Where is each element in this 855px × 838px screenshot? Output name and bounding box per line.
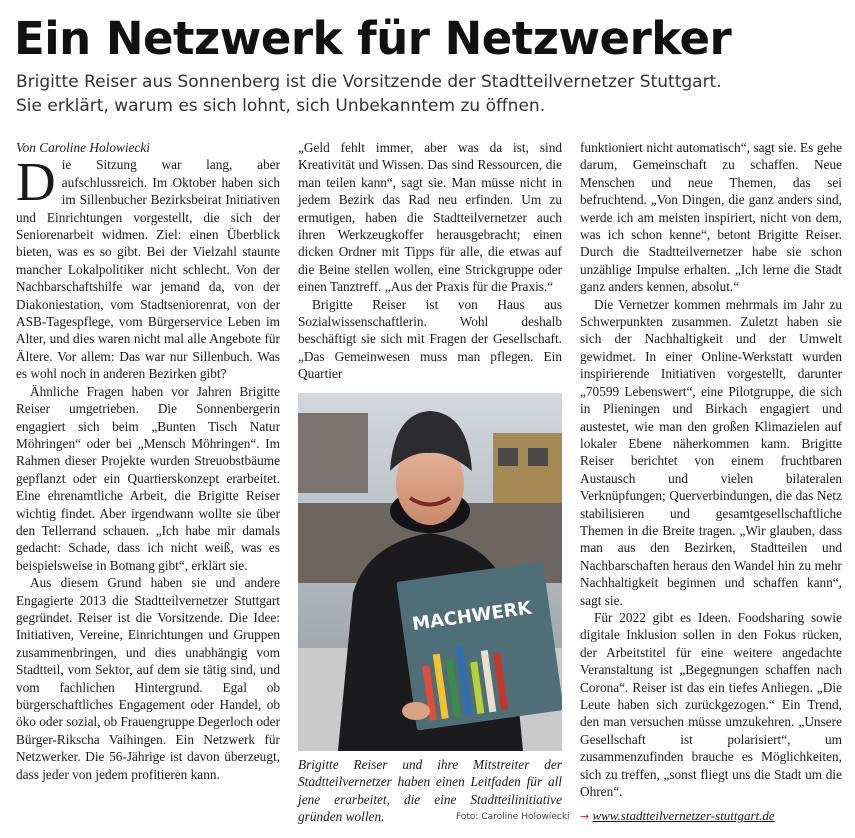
column-3 [580, 139, 842, 800]
paragraph-1-text: ie Sitzung war lang, aber aufschlussreich. Im Oktober haben sich im Sillenbucher Bezirksbeirat Initiativen und Einrichtungen vorgestellt, die sich der Seniorenarbeit widmen. Ziel: einen Überblick bieten, was es so gibt. Bei der Vielzahl staunte mancher Lokalpolitiker nicht schlecht. Von der Nachbarschaftshilfe war jemand da, von der Diakoniestation, vom Stadtseniorenrat, von der ASB-Tagespflege, vom Bürgerservice Leben im Alter, und dies waren nicht mal alle Angebote für Ältere. Vor allem: Das war nur Sillenbuch. Was es wohl noch in anderen Bezirken gibt? [16, 157, 280, 382]
paragraph-7: Die Vernetzer kommen mehrmals im Jahr zu Schwerpunkten zusammen. Zuletzt haben sie sich der Nachhaltigkeit und der Umwelt gewidmet. In einer Online-Werkstatt wurden inspirierende Initiativen vorgestellt, darunter „70599 Lebenswert“, eine Pilotgruppe, die sich in Plieningen und Birkach engagiert und austestet, wie man den großen Klimazielen auf lokaler Ebene näherkommen kann. Brigitte Reiser berichtet von einem fruchtbaren Austausch und vielen bilateralen Verknüpfungen; Querverbindungen, die das Netz stabilisieren und gesamtgesellschaftliche Themen in die Breite tragen. „Wir glauben, dass man aus den Bezirken, Stadtteilen und Nachbarschaften heraus den Wandel hin zu mehr Nachhaltigkeit beginnen und schaffen kann“, sagt sie. [580, 296, 842, 608]
article-photo [298, 393, 562, 751]
paragraph-2: Ähnliche Fragen haben vor Jahren Brigitte Reiser umgetrieben. Die Sonnenbergerin engagiert sich beim „Bunten Tisch Natur Möhringen“ oder bei „Mensch Möhringen“. Im Rahmen dieser Projekte wurden Streuobstbäume gepflanzt oder ein Quartierskonzept erarbeitet. Eine ehrenamtliche Arbeit, die Brigitte Reiser wichtig findet. Aber irgendwann wollte sie über den Tellerrand schauen. „Ich habe mir damals gedacht: Schade, dass ich nicht weiß, was es beispielsweise in Botnang gibt“, erklärt sie. [16, 383, 280, 573]
photo-illustration [298, 393, 562, 751]
photo-credit: Foto: Caroline Holowiecki [456, 812, 570, 822]
building-left [298, 413, 368, 493]
headline: Ein Netzwerk für Netzwerker [14, 12, 732, 65]
paragraph-1 [16, 151, 280, 382]
column-2 [298, 139, 562, 383]
paragraph-4: „Geld fehlt immer, aber was da ist, sind Kreativität und Wissen. Das sind Ressourcen, die man teilen kann“, sagt sie. Man müsse nicht in jedem Bezirk das Rad neu erfinden. Um zu ermutigen, haben die Stadtteilvernetzer auch ihren Werkzeugkoffer herausgebracht; einen dicken Ordner mit Tipps für alle, die etwas auf die Beine stellen wollen, eine Strickgruppe oder einen Tanztreff. „Aus der Praxis für die Praxis.“ [298, 140, 562, 295]
paragraph-3: Aus diesem Grund haben sie und andere Engagierte 2013 die Stadtteilvernetzer Stuttgart gegründet. Reiser ist die Vorsitzende. Die Idee: Initiativen, Vereine, Einrichtungen und Gruppen zusammenbringen, und dies unabhängig vom Stadtteil, vom Sektor, auf dem sie tätig sind, und vom fachlichen Hintergrund. Egal ob bürgerschaftliches Engagement oder Handel, ob öko oder sozial, ob Frauengruppe Degerloch oder Bürger-Rikscha Vaihingen. Ein Netzwerk für Netzwerker. Die 56-Jährige ist davon überzeugt, dass jeder von jedem profitieren kann. [16, 575, 281, 782]
drop-cap: D [16, 151, 56, 213]
article-dek [16, 70, 836, 118]
arrow-icon: → [580, 810, 590, 823]
paragraph-5: Brigitte Reiser ist von Haus aus Sozialwissenschaftlerin. Wohl deshalb beschäftigt sie sich mit Fragen der Gesellschaft. „Das Gemeinwesen muss man pflegen. Ein Quartier [298, 296, 562, 382]
dek-line-2: Sie erklärt, warum es sich lohnt, sich Unbekanntem zu öffnen. [16, 96, 546, 116]
book-title: MACHWERK [410, 597, 533, 636]
train-wagon [493, 433, 562, 503]
website-reference [580, 808, 775, 824]
website-link[interactable]: www.stadtteilvernetzer-stuttgart.de [592, 808, 775, 823]
photo-caption: Brigitte Reiser und ihre Mitstreiter der Stadtteilvernetzer haben einen Leitfaden für all jene erarbeitet, die eine Stadtteilinitiative gründen wollen. [298, 757, 562, 825]
dek-line-1: Brigitte Reiser aus Sonnenberg ist die Vorsitzende der Stadtteilvernetzer Stuttgart. [16, 72, 722, 92]
column-1 [16, 139, 280, 783]
byline: Von Caroline Holowiecki [16, 140, 150, 155]
paragraph-8: Für 2022 gibt es Ideen. Foodsharing sowie digitale Inklusion sollen in den Fokus rücken, der Arbeitstitel für eine weitere angedachte Veranstaltung ist „Begegnungen schaffen nach Corona“. Reiser ist das ein tiefes Anliegen. „Die Leute haben sich zurückgezogen.“ Ein Trend, den man versuchen müsse umzukehren. „Unsere Gesellschaft ist polarisiert“, um zusammenzufinden brauche es Möglichkeiten, sich zu treffen, „sonst fliegt uns die Stadt um die Ohren“. [580, 609, 842, 800]
hand [402, 702, 430, 720]
paragraph-6: funktioniert nicht automatisch“, sagt sie. Es gehe darum, Gemeinschaft zu schaffen. Neue Menschen und neue Themen, das sei befruchtend. „Von Dingen, die ganz anders sind, werde ich am meisten inspiriert, nicht von dem, was ich schon kenne“, betont Brigitte Reiser. Durch die Stadtteilvernetzer habe sie schon unzählige Impulse erhalten. „Ich lerne die Stadt ganz anders kennen, absolut.“ [580, 140, 842, 295]
